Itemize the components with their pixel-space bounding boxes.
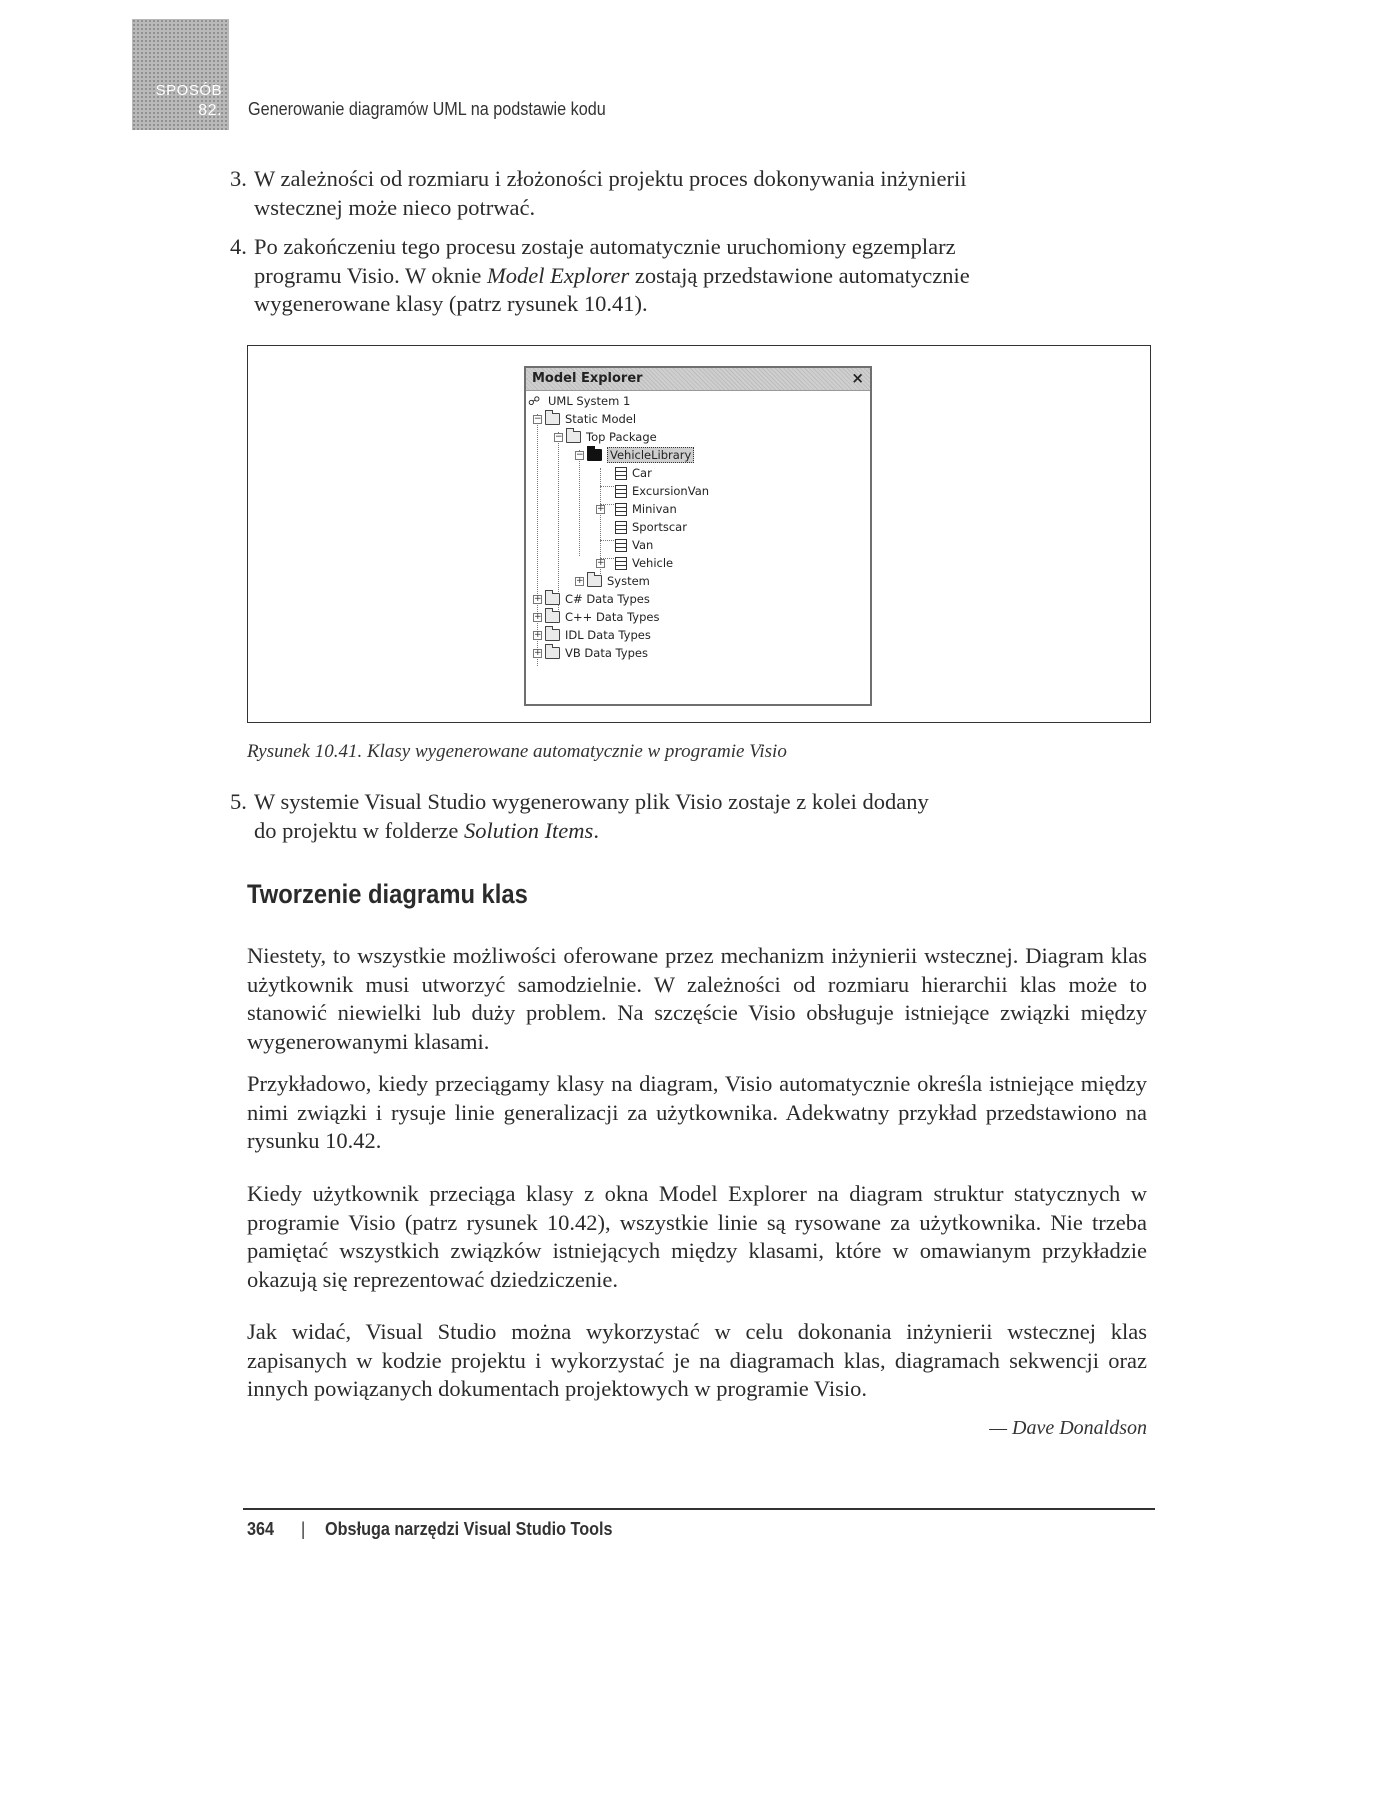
tree-node[interactable] bbox=[596, 500, 677, 518]
expand-icon[interactable]: + bbox=[597, 557, 605, 568]
close-icon[interactable]: × bbox=[851, 369, 864, 387]
text-span: do projektu w folderze bbox=[254, 817, 464, 843]
list-item-line bbox=[254, 262, 1114, 291]
class-icon bbox=[615, 539, 627, 552]
tree-node[interactable] bbox=[615, 464, 652, 482]
tree-node-label: ExcursionVan bbox=[632, 484, 710, 498]
text-span: . bbox=[593, 817, 599, 843]
tree-node[interactable] bbox=[615, 518, 687, 536]
collapse-icon[interactable]: − bbox=[555, 431, 563, 442]
list-item-line: Po zakończeniu tego procesu zostaje automatycznie uruchomiony egzemplarz bbox=[254, 234, 956, 259]
folder-icon bbox=[545, 611, 560, 623]
class-icon bbox=[615, 485, 627, 498]
tree-node[interactable] bbox=[596, 554, 673, 572]
list-item-line: wygenerowane klasy (patrz rysunek 10.41). bbox=[254, 291, 648, 316]
tree-node-label: VehicleLibrary bbox=[607, 447, 694, 463]
running-header-title: Generowanie diagramów UML na podstawie kodu bbox=[248, 99, 606, 119]
folder-icon bbox=[587, 575, 602, 587]
chapter-badge bbox=[132, 19, 229, 130]
tree-node-label: VB Data Types bbox=[565, 646, 648, 660]
expand-icon[interactable]: + bbox=[534, 593, 542, 604]
folder-icon bbox=[545, 629, 560, 641]
list-item bbox=[230, 165, 1114, 222]
tree-node[interactable] bbox=[533, 626, 651, 644]
footer-separator: | bbox=[301, 1519, 306, 1539]
page-footer bbox=[247, 1519, 613, 1540]
paragraph: Jak widać, Visual Studio można wykorzystać w celu dokonania inżynierii wstecznej klas zapisanych w kodzie projektu i wykorzystać je na diagramach klas, diagramach sekwencji oraz innych powiązanych dokumentach projektowych w programie Visio. bbox=[247, 1319, 1147, 1401]
folder-icon bbox=[545, 647, 560, 659]
list-item-number: 4. bbox=[230, 234, 247, 259]
folder-icon bbox=[545, 413, 560, 425]
badge-word: SPOSÓB bbox=[155, 82, 222, 99]
tree-node-label: Minivan bbox=[632, 502, 677, 516]
page-number: 364 bbox=[247, 1519, 275, 1539]
badge-number: 82. bbox=[198, 102, 222, 119]
tree-node[interactable] bbox=[528, 392, 630, 410]
folder-icon bbox=[545, 593, 560, 605]
tree-node-label: System bbox=[607, 574, 650, 588]
tree-node[interactable] bbox=[533, 410, 636, 428]
package-icon bbox=[587, 449, 602, 461]
expand-icon[interactable]: + bbox=[534, 629, 542, 640]
emphasis-text: Solution Items bbox=[463, 817, 594, 843]
tree-node[interactable] bbox=[554, 428, 657, 446]
class-icon bbox=[615, 521, 627, 534]
footer-divider bbox=[243, 1508, 1155, 1510]
tree-node[interactable] bbox=[533, 608, 659, 626]
tree-node-label: Top Package bbox=[586, 430, 657, 444]
tree-node[interactable] bbox=[615, 482, 709, 500]
window-titlebar bbox=[526, 368, 870, 391]
system-icon: ☍ bbox=[528, 394, 541, 408]
list-item-line: W zależności od rozmiaru i złożoności projektu proces dokonywania inżynierii bbox=[254, 166, 967, 191]
collapse-icon[interactable]: − bbox=[534, 413, 542, 424]
class-icon bbox=[615, 503, 627, 516]
text-span: zostają przedstawione automatycznie bbox=[629, 262, 970, 288]
list-item-line: wstecznej może nieco potrwać. bbox=[254, 194, 536, 220]
text-span: programu Visio. W oknie bbox=[254, 262, 488, 288]
model-tree bbox=[526, 392, 870, 704]
expand-icon[interactable]: + bbox=[534, 611, 542, 622]
section-heading: Tworzenie diagramu klas bbox=[247, 879, 528, 909]
emphasis-text: Model Explorer bbox=[487, 262, 630, 288]
expand-icon[interactable]: + bbox=[576, 575, 584, 586]
tree-node-label: C++ Data Types bbox=[565, 610, 660, 624]
class-icon bbox=[615, 557, 627, 570]
tree-node-label: IDL Data Types bbox=[565, 628, 651, 642]
tree-node[interactable] bbox=[615, 536, 653, 554]
package-icon bbox=[566, 431, 581, 443]
list-item-number: 5. bbox=[230, 789, 247, 814]
model-explorer-window bbox=[524, 366, 872, 706]
list-item bbox=[230, 233, 1114, 319]
expand-icon[interactable]: + bbox=[597, 503, 605, 514]
collapse-icon[interactable]: − bbox=[576, 449, 584, 460]
list-item bbox=[230, 788, 1114, 845]
tree-node-label: Sportscar bbox=[632, 520, 687, 534]
figure-caption: Rysunek 10.41. Klasy wygenerowane automatycznie w programie Visio bbox=[247, 741, 787, 762]
book-title: Obsługa narzędzi Visual Studio Tools bbox=[325, 1519, 613, 1539]
tree-node-label: Car bbox=[632, 466, 652, 480]
paragraph: Przykładowo, kiedy przeciągamy klasy na diagram, Visio automatycznie określa istniejące między nimi związki i rysuje linie generalizacji za użytkownika. Adekwatny przykład przedstawiono na rysunku 10.42. bbox=[247, 1071, 1147, 1153]
tree-node-label: C# Data Types bbox=[565, 592, 650, 606]
tree-node[interactable] bbox=[533, 590, 650, 608]
class-icon bbox=[615, 467, 627, 480]
tree-node-selected[interactable] bbox=[575, 446, 694, 464]
tree-node-label: Van bbox=[632, 538, 654, 552]
list-item-number: 3. bbox=[230, 166, 247, 191]
tree-node-label: Static Model bbox=[565, 412, 637, 426]
tree-node[interactable] bbox=[533, 644, 648, 662]
expand-icon[interactable]: + bbox=[534, 647, 542, 658]
tree-node[interactable] bbox=[575, 572, 650, 590]
author-signature: — Dave Donaldson bbox=[989, 1417, 1147, 1439]
list-item-line bbox=[254, 817, 1114, 846]
paragraph: Kiedy użytkownik przeciąga klasy z okna Model Explorer na diagram struktur statycznych w programie Visio (patrz rysunek 10.42), wszystkie linie są rysowane za użytkownika. Nie trzeba pamiętać wszystkich związków istniejących między klasami, które w omawianym przykładzie okazują się reprezentować dziedziczenie. bbox=[247, 1181, 1147, 1292]
paragraph: Niestety, to wszystkie możliwości oferowane przez mechanizm inżynierii wstecznej. Diagram klas użytkownik musi utworzyć samodzielnie. W zależności od rozmiaru hierarchii klas może to stanowić niewielki lub duży problem. Na szczęście Visio obsługuje istniejące związki między wygenerowanymi klasami. bbox=[247, 943, 1147, 1054]
tree-node-label: UML System 1 bbox=[548, 394, 631, 408]
window-title: Model Explorer bbox=[532, 371, 643, 386]
tree-node-label: Vehicle bbox=[632, 556, 674, 570]
list-item-line: W systemie Visual Studio wygenerowany plik Visio zostaje z kolei dodany bbox=[254, 789, 929, 814]
